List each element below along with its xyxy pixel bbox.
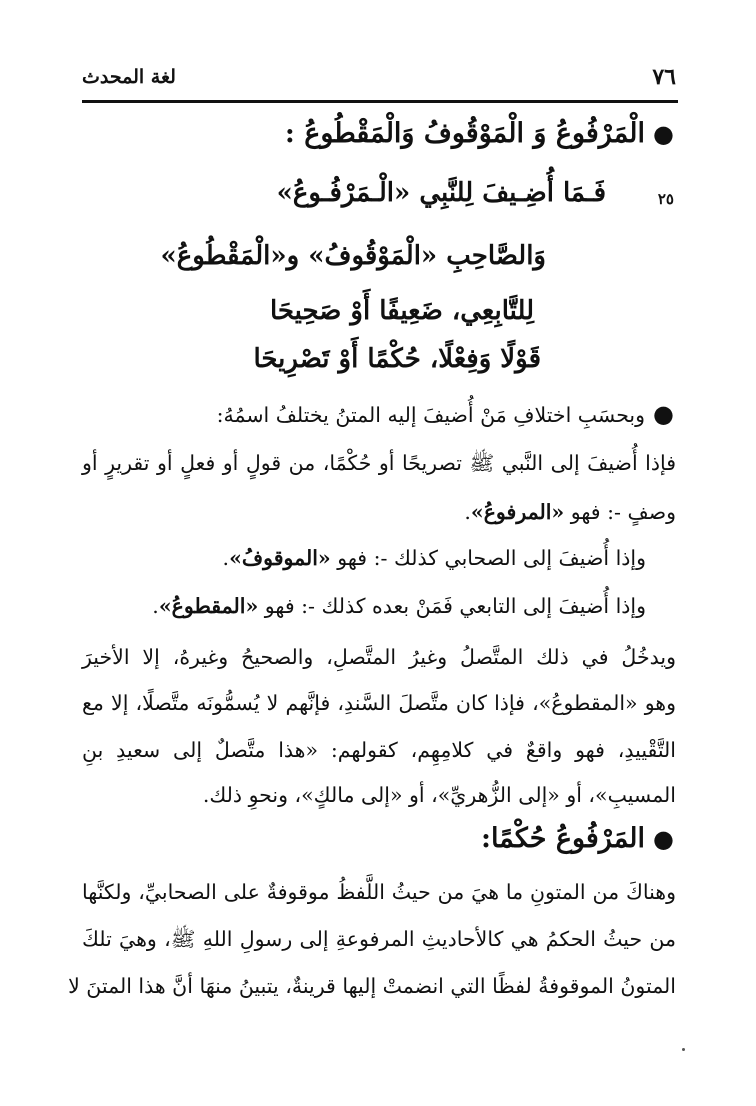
section-heading xyxy=(285,118,674,149)
paragraph-muttasil-line-4: المسيبِ»، أو «إلى الزُّهريِّ»، أو «إلى مالكٍ»، ونحوِ ذلك. xyxy=(202,783,676,807)
verse-number: ٢٥ xyxy=(657,190,674,208)
bullet-icon: ● xyxy=(653,824,674,853)
text-run: وصفٍ -: فهو xyxy=(564,500,676,524)
verse-line-3: لِلتَّابِعِي، ضَعِيفًا أَوْ صَحِيحَا xyxy=(269,296,534,326)
header-rule xyxy=(82,100,678,103)
text-run: وإذا أُضيفَ إلى التابعي فَمَنْ بعده كذلك -: فهو xyxy=(258,594,646,618)
bullet-icon: ● xyxy=(653,400,674,428)
term-maqtu: «المقطوعُ» xyxy=(158,594,259,618)
page-number: ٧٦ xyxy=(652,64,676,90)
paragraph-intro-text: وبحسَبِ اختلافِ مَنْ أُضيفَ إليه المتنُ يختلفُ اسمُهُ: xyxy=(216,403,646,427)
paragraph-maqtu xyxy=(152,594,646,618)
term-mawquf: «الموقوفُ» xyxy=(229,546,331,570)
paragraph-marfu-hukman-line-2: من حيثُ الحكمُ هي كالأحاديثِ المرفوعةِ إلى رسولِ اللهِ ﷺ، وهيَ تلكَ xyxy=(82,927,676,951)
paragraph-marfu-line-2 xyxy=(464,500,676,524)
text-run: . xyxy=(464,500,471,524)
paragraph-mawquf xyxy=(223,546,646,570)
verse-line-4: قَوْلًا وَفِعْلًا، حُكْمًا أَوْ تَصْرِيحَا xyxy=(253,344,541,374)
section-title-2: المَرْفُوعُ حُكْمًا: xyxy=(481,823,646,854)
bullet-icon: ● xyxy=(653,119,674,148)
text-run: . xyxy=(152,594,159,618)
section-title: الْمَرْفُوعُ وَ الْمَوْقُوفُ وَالْمَقْطُوعُ : xyxy=(284,118,646,149)
paragraph-muttasil-line-2: وهو «المقطوعُ»، فإذا كان متَّصلَ السَّندِ، فإنَّهم لا يُسمُّونَه متَّصلًا، إلا مع xyxy=(82,691,676,715)
paragraph-marfu-hukman-line-1: وهناكَ من المتونِ ما هيَ من حيثُ اللَّفظُ موقوفةٌ على الصحابيِّ، ولكنَّها xyxy=(82,880,676,904)
paragraph-marfu-line-1: فإذا أُضيفَ إلى النَّبي ﷺ تصريحًا أو حُكْمًا، من قولٍ أو فعلٍ أو تقريرٍ أو xyxy=(82,451,676,475)
verse-line-1: فَـمَا أُضِـيفَ لِلنَّبِي «الْـمَرْفُـوعُ» xyxy=(276,178,606,208)
page-header xyxy=(82,60,676,100)
text-run: وإذا أُضيفَ إلى الصحابي كذلك -: فهو xyxy=(330,546,646,570)
section-heading-2 xyxy=(481,823,674,854)
text-run: . xyxy=(222,546,230,570)
scan-speck xyxy=(682,1048,685,1051)
paragraph-muttasil-line-3: التَّقْييدِ، فهو واقعٌ في كلامِهِم، كقولهم: «هذا متَّصلٌ إلى سعيدِ بنِ xyxy=(82,738,676,762)
running-title: لغة المحدث xyxy=(82,66,176,88)
paragraph-muttasil-line-1: ويدخُلُ في ذلك المتَّصلُ وغيرُ المتَّصلِ، والصحيحُ وغيرهُ، إلا الأخيرَ xyxy=(82,645,676,669)
term-marfu: «المرفوعُ» xyxy=(470,500,565,524)
verse-line-2: وَالصَّاحِبِ «الْمَوْقُوفُ» و«الْمَقْطُوعُ» xyxy=(160,241,546,271)
paragraph-intro xyxy=(217,400,674,428)
paragraph-marfu-hukman-line-3: المتونُ الموقوفةُ لفظًا التي انضمتْ إليها قرينةٌ، يتبينُ منهَا أنَّ هذا المتنَ لا xyxy=(68,974,676,998)
